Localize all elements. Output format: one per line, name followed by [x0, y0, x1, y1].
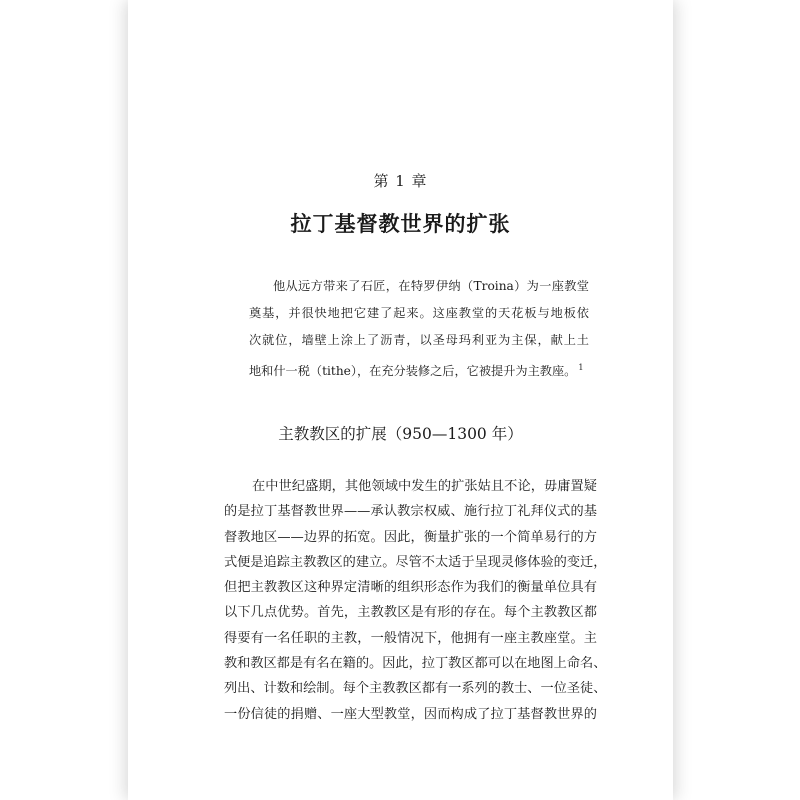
body-line: 以下几点优势。首先，主教教区是有形的存在。每个主教教区都 — [224, 605, 597, 621]
body-line: 督教地区——边界的拓宽。因此，衡量扩张的一个简单易行的方 — [224, 529, 597, 545]
epigraph-last-line — [249, 354, 589, 385]
epigraph-line: 他从远方带来了石匠，在特罗伊纳（Troina）为一座教堂 — [273, 279, 589, 293]
footnote-reference[interactable]: 1 — [578, 363, 584, 372]
epigraph — [249, 273, 589, 385]
body-line: 式便是追踪主教教区的建立。尽管不太适于呈现灵修体验的变迁， — [224, 554, 607, 570]
body-paragraph — [224, 474, 607, 727]
body-line: 列出、计数和绘制。每个主教教区都有一系列的教士、一位圣徒、 — [224, 681, 607, 697]
body-line: 教和教区都是有名在籍的。因此，拉丁教区都可以在地图上命名、 — [224, 656, 607, 672]
chapter-title: 拉丁基督教世界的扩张 — [290, 211, 511, 236]
body-line: 在中世纪盛期，其他领域中发生的扩张姑且不论，毋庸置疑 — [252, 479, 597, 494]
section-heading: 主教教区的扩展（950—1300 年） — [278, 425, 523, 443]
epigraph-line: 次就位，墙壁上涂上了沥青，以圣母玛利亚为主保，献上土 — [249, 333, 589, 347]
book-page — [128, 0, 673, 800]
epigraph-line-text: 地和什一税（tithe），在充分装修之后，它被提升为主教座。 — [249, 364, 577, 378]
body-line: 的是拉丁基督教世界——承认教宗权威、施行拉丁礼拜仪式的基 — [224, 504, 597, 520]
body-line: 一份信徒的捐赠、一座大型教堂，因而构成了拉丁基督教世界的 — [224, 706, 597, 722]
chapter-number: 第 1 章 — [373, 172, 428, 190]
body-line: 得要有一名任职的主教，一般情况下，他拥有一座主教座堂。主 — [224, 630, 597, 646]
body-line: 但把主教教区这种界定清晰的组织形态作为我们的衡量单位具有 — [224, 580, 597, 596]
epigraph-line: 奠基，并很快地把它建了起来。这座教堂的天花板与地板依 — [249, 306, 589, 320]
